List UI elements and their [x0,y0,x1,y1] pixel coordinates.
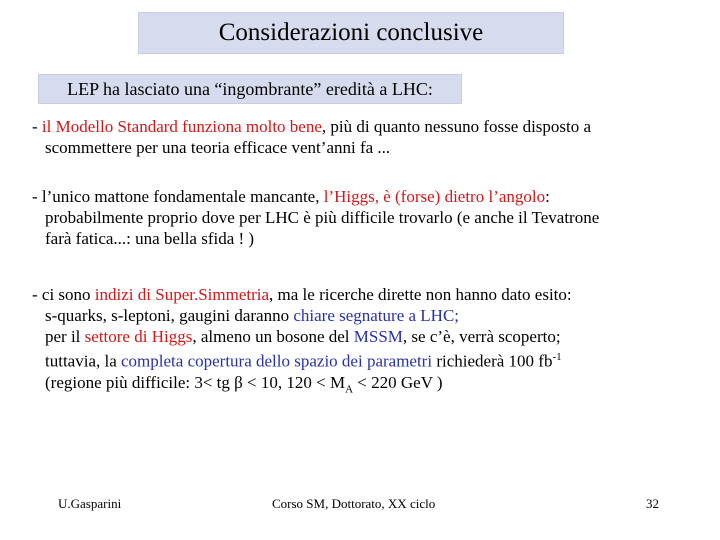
bullet-3-line-2 [32,305,572,326]
highlight-text: MSSM [353,327,403,346]
bullet-text: , se c’è, verrà scoperto; [402,327,561,346]
highlight-text: indizi di Super.Simmetria [94,285,270,304]
bullet-3 [32,284,572,400]
bullet-text: tuttavia, la [45,351,122,371]
bullet-2-line-3: farà fatica...: una bella sfida ! ) [45,229,255,248]
bullet-text: , più di quanto nessuno fosse disposto a [321,117,592,136]
bullet-2 [32,186,599,249]
highlight-text: il Modello Standard funziona molto bene [41,117,322,136]
highlight-text: settore di Higgs [84,327,193,346]
bullet-3-line-4 [32,347,572,372]
bullet-text: per il [45,327,85,346]
bullet-1-line-2: scommettere per una teoria efficace vent’anni fa ... [45,138,391,157]
bullet-3-line-5 [32,372,572,400]
bullet-text: richiederà 100 fb [432,351,553,371]
highlight-text: completa copertura dello spazio dei parametri [121,351,433,371]
footer-author: U.Gasparini [58,496,122,511]
slide-title [138,12,564,54]
bullet-1-line-1 [32,116,591,137]
bullet-3-line-3 [32,326,572,347]
bullet-text: (regione più difficile: 3< tg β < 10, 120 < M [45,372,346,392]
subscript: A [345,383,354,396]
slide-title-text: Considerazioni conclusive [218,19,484,46]
highlight-text: l’Higgs, è (forse) dietro l’angolo [323,187,546,206]
bullet-text: - l’unico mattone fondamentale mancante, [32,187,324,206]
footer-course: Corso SM, Dottorato, XX ciclo [272,496,436,511]
bullet-text: < 220 GeV ) [353,372,443,392]
bullet-2-line-1 [32,186,599,207]
superscript: -1 [552,351,562,363]
bullet-dash: - [32,117,42,136]
bullet-text: : [545,187,550,206]
bullet-2-line-2: probabilmente proprio dove per LHC è più difficile trovarlo (e anche il Tevatrone [45,208,600,227]
subtitle-box [38,74,462,104]
bullet-3-line-1 [32,284,572,305]
subtitle-text: LEP ha lasciato una “ingombrante” eredità a LHC: [67,78,433,99]
highlight-text: chiare segnature a LHC; [293,306,460,325]
bullet-1 [32,116,591,158]
bullet-text: , ma le ricerche dirette non hanno dato esito: [269,285,572,304]
bullet-text: s-quarks, s-leptoni, gaugini daranno [45,306,294,325]
bullet-text: - ci sono [32,285,95,304]
footer-page-number: 32 [646,496,659,511]
bullet-text: , almeno un bosone del [192,327,354,346]
